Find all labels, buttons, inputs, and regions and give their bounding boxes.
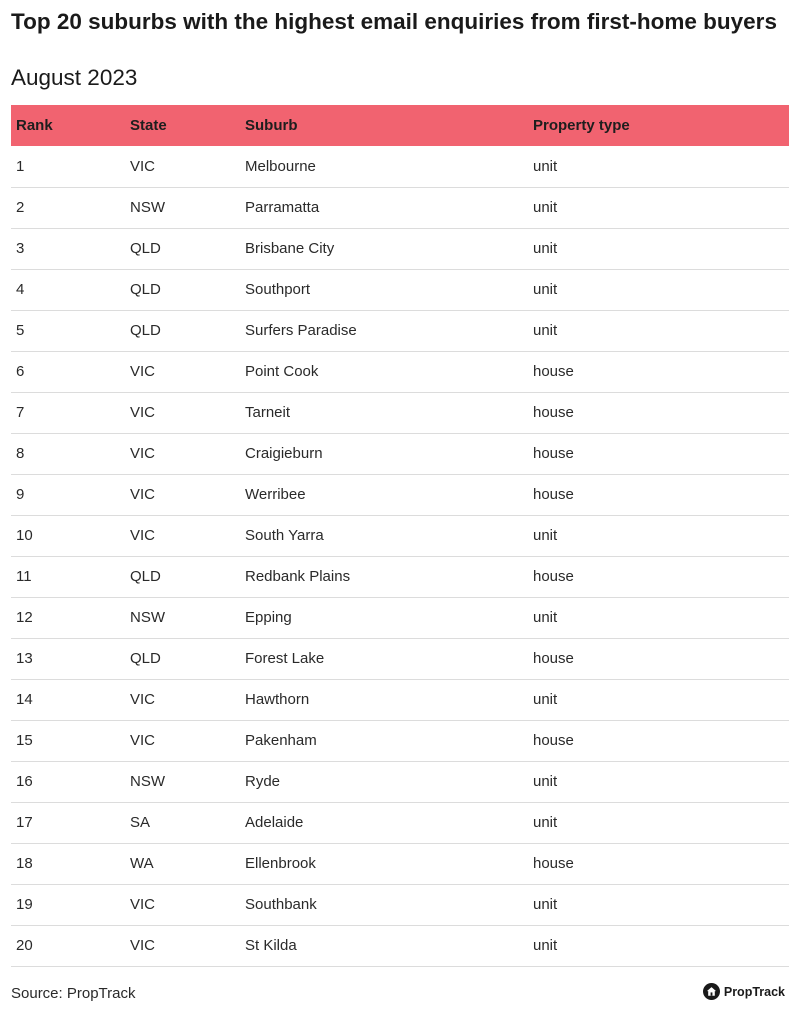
cell-rank: 2: [16, 199, 25, 216]
cell-rank: 19: [16, 896, 33, 913]
cell-property-type: house: [533, 650, 574, 667]
cell-suburb: South Yarra: [245, 527, 324, 544]
cell-state: WA: [130, 855, 154, 872]
cell-property-type: unit: [533, 609, 558, 626]
cell-state: NSW: [130, 609, 165, 626]
cell-rank: 12: [16, 609, 33, 626]
cell-state: VIC: [130, 404, 156, 421]
cell-property-type: unit: [533, 937, 558, 954]
cell-state: QLD: [130, 568, 161, 585]
column-header-state: State: [130, 117, 167, 134]
cell-property-type: unit: [533, 322, 558, 339]
cell-property-type: house: [533, 445, 574, 462]
table-row: [11, 310, 789, 351]
table-row: [11, 392, 789, 433]
cell-suburb: Adelaide: [245, 814, 304, 831]
table-row: [11, 597, 789, 638]
column-header-property-type: Property type: [533, 117, 630, 134]
cell-rank: 14: [16, 691, 33, 708]
cell-state: VIC: [130, 691, 156, 708]
cell-state: VIC: [130, 363, 156, 380]
cell-suburb: Surfers Paradise: [245, 322, 357, 339]
table-row: [11, 925, 789, 966]
cell-suburb: Ellenbrook: [245, 855, 316, 872]
cell-suburb: Forest Lake: [245, 650, 325, 667]
cell-state: QLD: [130, 322, 161, 339]
cell-state: QLD: [130, 650, 161, 667]
table-row: [11, 474, 789, 515]
cell-suburb: Craigieburn: [245, 445, 323, 462]
house-icon: [703, 983, 720, 1000]
cell-suburb: Ryde: [245, 773, 281, 790]
table-row: [11, 802, 789, 843]
cell-suburb: Pakenham: [245, 732, 317, 749]
cell-state: VIC: [130, 937, 156, 954]
cell-state: VIC: [130, 486, 156, 503]
cell-suburb: Southport: [245, 281, 311, 298]
cell-property-type: house: [533, 363, 574, 380]
cell-property-type: house: [533, 486, 574, 503]
cell-property-type: unit: [533, 691, 558, 708]
table-row: [11, 761, 789, 802]
table-header-row: [11, 105, 789, 146]
table-row: [11, 269, 789, 310]
table-row: [11, 228, 789, 269]
cell-rank: 18: [16, 855, 33, 872]
table-row: [11, 556, 789, 597]
table-row: [11, 884, 789, 925]
column-header-suburb: Suburb: [245, 117, 298, 134]
cell-rank: 7: [16, 404, 25, 421]
cell-property-type: unit: [533, 527, 558, 544]
cell-property-type: unit: [533, 281, 558, 298]
cell-state: VIC: [130, 896, 156, 913]
cell-suburb: Melbourne: [245, 157, 316, 175]
cell-rank: 17: [16, 814, 33, 831]
table-row: [11, 187, 789, 228]
cell-property-type: house: [533, 404, 574, 421]
table-body: [11, 146, 789, 966]
cell-suburb: Point Cook: [245, 363, 319, 380]
cell-rank: 5: [16, 322, 25, 339]
cell-suburb: Tarneit: [245, 404, 291, 421]
cell-suburb: Werribee: [245, 486, 306, 503]
cell-suburb: St Kilda: [245, 937, 297, 954]
cell-rank: 13: [16, 650, 33, 667]
cell-rank: 8: [16, 445, 25, 462]
column-header-rank: Rank: [16, 117, 53, 134]
cell-property-type: unit: [533, 199, 558, 216]
table-row: [11, 843, 789, 884]
cell-property-type: unit: [533, 157, 558, 175]
table-row: [11, 351, 789, 392]
table-row: [11, 515, 789, 556]
table-row: [11, 679, 789, 720]
cell-suburb: Brisbane City: [245, 240, 335, 257]
cell-rank: 4: [16, 281, 25, 298]
cell-property-type: unit: [533, 814, 558, 831]
cell-property-type: house: [533, 855, 574, 872]
cell-state: NSW: [130, 199, 165, 216]
table-row: [11, 638, 789, 679]
cell-suburb: Hawthorn: [245, 691, 310, 708]
proptrack-logo: [703, 983, 785, 1000]
chart-subtitle: August 2023: [11, 65, 138, 90]
cell-property-type: unit: [533, 240, 558, 257]
cell-rank: 10: [16, 527, 33, 544]
cell-suburb: Epping: [245, 609, 292, 626]
cell-rank: 16: [16, 773, 33, 790]
logo-text: PropTrack: [723, 984, 785, 999]
cell-state: VIC: [130, 157, 156, 175]
cell-suburb: Redbank Plains: [245, 568, 351, 585]
cell-rank: 6: [16, 363, 25, 380]
table-row: [11, 433, 789, 474]
cell-state: VIC: [130, 445, 156, 462]
cell-rank: 3: [16, 240, 25, 257]
cell-state: QLD: [130, 281, 161, 298]
cell-state: VIC: [130, 527, 156, 544]
cell-property-type: house: [533, 732, 574, 749]
cell-suburb: Southbank: [245, 896, 317, 913]
table-row: [11, 146, 789, 187]
cell-state: VIC: [130, 732, 156, 749]
cell-state: QLD: [130, 240, 161, 257]
cell-property-type: house: [533, 568, 574, 585]
cell-rank: 11: [16, 568, 32, 585]
cell-suburb: Parramatta: [245, 199, 320, 216]
suburbs-table: [11, 105, 789, 967]
cell-rank: 1: [16, 157, 25, 175]
cell-state: NSW: [130, 773, 165, 790]
cell-rank: 20: [16, 937, 33, 954]
cell-state: SA: [130, 814, 151, 831]
cell-property-type: unit: [533, 773, 558, 790]
source-note: Source: PropTrack: [11, 985, 136, 1002]
chart-title: Top 20 suburbs with the highest email enquiries from first-home buyers: [11, 9, 777, 34]
table-row: [11, 720, 789, 761]
cell-property-type: unit: [533, 896, 558, 913]
cell-rank: 9: [16, 486, 25, 503]
cell-rank: 15: [16, 732, 33, 749]
